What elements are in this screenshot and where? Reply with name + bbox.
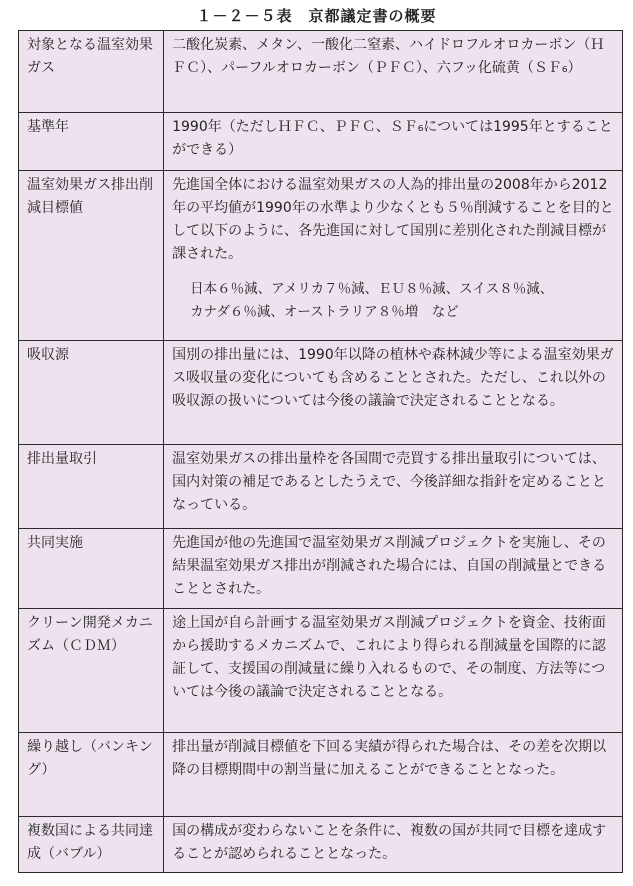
row-label: クリーン開発メカニズム（ＣＤＭ） — [19, 609, 164, 733]
table-row — [19, 609, 623, 733]
row-label: 複数国による共同達成（バブル） — [19, 817, 164, 873]
row-label: 吸収源 — [19, 341, 164, 445]
table-title: １－２－５表 京都議定書の概要 — [196, 7, 437, 25]
reduction-targets-line: カナダ６％減、オーストラリア８％増 など — [190, 304, 459, 320]
row-label: 共同実施 — [19, 529, 164, 609]
row-content: 先進国が他の先進国で温室効果ガス削減プロジェクトを実施し、その結果温室効果ガス排出が削減された場合には、自国の削減量とできることとされた。 — [164, 529, 623, 609]
row-content-block — [164, 171, 623, 341]
table-row — [19, 445, 623, 529]
row-content: 国別の排出量には、1990年以降の植林や森林減少等による温室効果ガス吸収量の変化についても含めることとされた。ただし、これ以外の吸収源の扱いについては今後の議論で決定されることとなる。 — [164, 341, 623, 445]
row-label: 対象となる温室効果ガス — [19, 31, 164, 113]
row-content: 温室効果ガスの排出量枠を各国間で売買する排出量取引については、国内対策の補足であるとしたうえで、今後詳細な指針を定めることとなっている。 — [164, 445, 623, 529]
reduction-targets-line: 日本６％減、アメリカ７％減、ＥＵ８％減、スイス８％減、 — [190, 281, 554, 297]
table-row — [19, 113, 623, 171]
row-content: 国の構成が変わらないことを条件に、複数の国が共同で目標を達成することが認められることとなった。 — [164, 817, 623, 873]
table-row — [19, 171, 623, 341]
row-label: 温室効果ガス排出削減目標値 — [19, 171, 164, 341]
row-content: 二酸化炭素、メタン、一酸化二窒素、ハイドロフルオロカーボン（ＨＦＣ）、パーフルオロカーボン（ＰＦＣ）、六フッ化硫黄（ＳＦ₆） — [164, 31, 623, 113]
row-label: 繰り越し（バンキング） — [19, 733, 164, 817]
table-row — [19, 341, 623, 445]
list-spacer — [172, 266, 616, 278]
row-label: 基準年 — [19, 113, 164, 171]
table-row — [19, 31, 623, 113]
row-label: 排出量取引 — [19, 445, 164, 529]
row-content: 途上国が自ら計画する温室効果ガス削減プロジェクトを資金、技術面から援助するメカニズムで、これにより得られる削減量を国際的に認証して、支援国の削減量に繰り入れるもので、その制度、方法等については今後の議論で決定されることとなる。 — [164, 609, 623, 733]
row-content: 先進国全体における温室効果ガスの人為的排出量の2008年から2012年の平均値が1990年の水準より少なくとも５％削減することを目的として以下のように、各先進国に対して国別に差別化された削減目標が課された。 — [172, 177, 614, 262]
kyoto-protocol-summary-table — [18, 30, 623, 873]
table-row — [19, 529, 623, 609]
row-content: 1990年（ただしＨＦＣ、ＰＦＣ、ＳＦ₆については1995年とすることができる） — [164, 113, 623, 171]
row-content: 排出量が削減目標値を下回る実績が得られた場合は、その差を次期以降の目標期間中の割当量に加えることができることとなった。 — [164, 733, 623, 817]
table-row — [19, 733, 623, 817]
table-row — [19, 817, 623, 873]
